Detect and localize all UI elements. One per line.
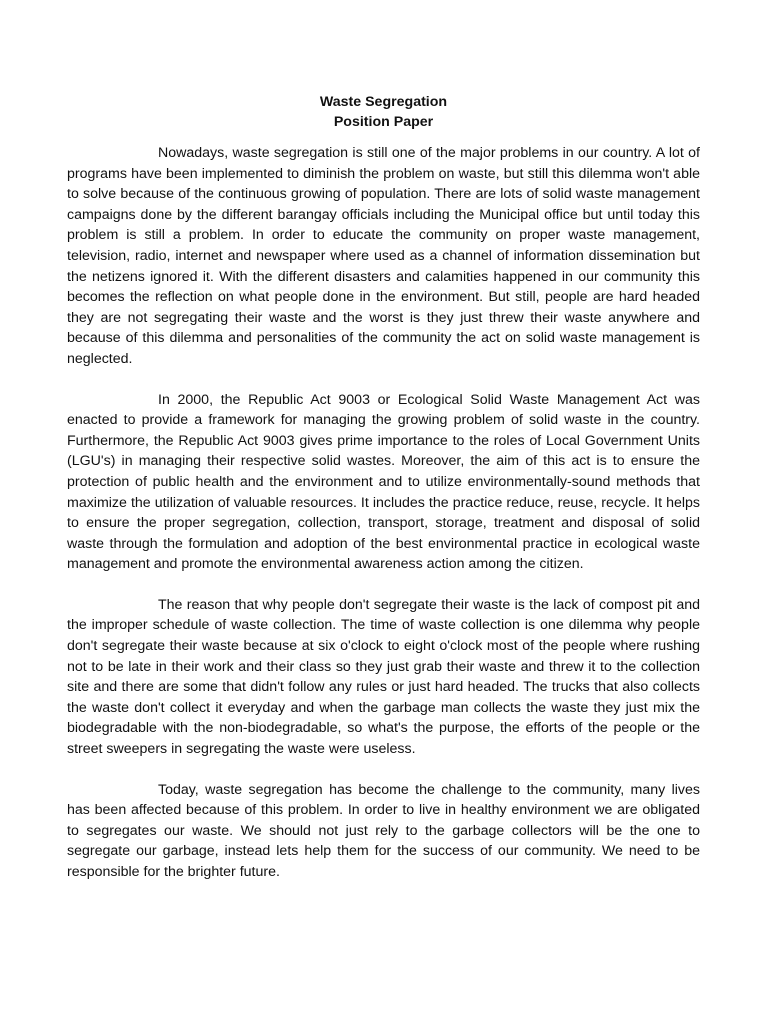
document-subtitle: Position Paper [333, 114, 434, 130]
paragraph-republic-act: In 2000, the Republic Act 9003 or Ecological Solid Waste Management Act was enacted to provide a framework for managing the growing problem of solid waste in the country. Furthermore, the Republic Act 9003 gives prime importance to the roles of Local Government Units (LGU's) in managing their respective solid wastes. Moreover, the aim of this act is to ensure the protection of public health and the environment and to utilize environmentally-sound methods that maximize the utilization of valuable resources. It includes the practice reduce, reuse, recycle. It helps to ensure the proper segregation, collection, transport, storage, treatment and disposal of solid waste through the formulation and adoption of the best environmental practice in ecological waste management and promote the environmental awareness action among the citizen. [67, 391, 700, 573]
document-title: Waste Segregation [319, 94, 448, 110]
document-body [67, 92, 700, 903]
paragraph-intro: Nowadays, waste segregation is still one of the major problems in our country. A lot of programs have been implemented to diminish the problem on waste, but still this dilemma won't able to solve because of the continuous growing of population. There are lots of solid waste management campaigns done by the different barangay officials including the Municipal office but until today this problem is still a problem. In order to educate the community on proper waste management, television, radio, internet and newspaper where used as a channel of information dissemination but the netizens ignored it. With the different disasters and calamities happened in our community this becomes the reflection on what people done in the environment. But still, people are hard headed they are not segregating their waste and the worst is they just threw their waste anywhere and because of this dilemma and personalities of the community the act on solid waste management is neglected. [67, 145, 700, 367]
paragraph-reasons: The reason that why people don't segregate their waste is the lack of compost pit and the improper schedule of waste collection. The time of waste collection is one dilemma why people don't segregate their waste because at six o'clock to eight o'clock most of the people where rushing not to be late in their work and their class so they just grab their waste and threw it to the collection site and there are some that didn't follow any rules or just hard headed. The trucks that also collects the waste don't collect it everyday and when the garbage man collects the waste they just mix the biodegradable with the non-biodegradable, so what's the purpose, the efforts of the people or the street sweepers in segregating the waste were useless. [67, 596, 700, 758]
title-block [67, 92, 700, 132]
paragraph-conclusion: Today, waste segregation has become the challenge to the community, many lives has been affected because of this problem. In order to live in healthy environment we are obligated to segregates our waste. We should not just rely to the garbage collectors will be the one to segregate our garbage, instead lets help them for the success of our community. We need to be responsible for the brighter future. [67, 781, 700, 880]
